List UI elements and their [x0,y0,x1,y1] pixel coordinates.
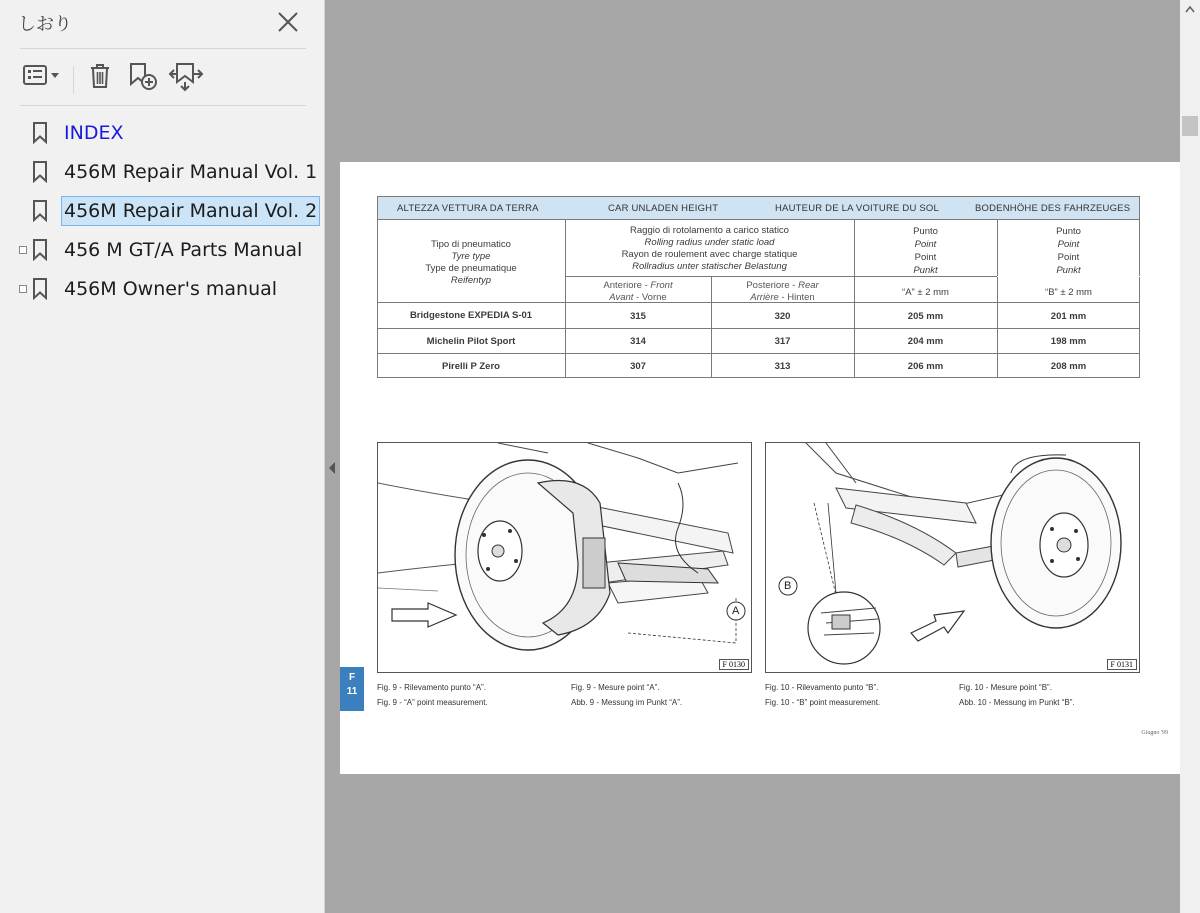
expand-toggle-icon[interactable] [19,246,27,254]
bookmark-owners-manual[interactable] [0,272,320,306]
row2-a: 204 mm [907,336,944,347]
row3-b: 208 mm [1050,361,1087,372]
bookmark-label: 456M Repair Manual Vol. 1 [64,161,318,183]
row1-b: 201 mm [1050,311,1087,322]
section-tab [340,667,364,711]
height-table [377,196,1140,378]
bookmark-label: INDEX [64,122,124,144]
figure-9-illustration [377,442,752,673]
point-label-de-b: Punkt [1056,265,1081,276]
divider [20,48,306,49]
bookmark-label: 456M Repair Manual Vol. 2 [62,197,319,225]
caption-fig10-en: Fig. 10 - “B” point measurement. [765,698,881,707]
bookmark-icon [32,278,48,300]
row3-rear: 313 [774,361,791,372]
expand-bookmarks-icon[interactable] [168,60,204,92]
radius-label-fr: Rayon de roulement avec charge statique [621,249,798,260]
point-label-fr-b: Point [1057,252,1080,263]
point-label-fr: Point [914,252,937,263]
bookmark-repair-vol1[interactable] [0,155,320,189]
rear-label-2: Arrière - Hinten [750,292,815,303]
bookmark-repair-vol2[interactable] [0,194,320,228]
row1-a: 205 mm [907,311,944,322]
bookmark-icon [32,239,48,261]
point-label-en-b: Point [1057,239,1080,250]
radius-label-de: Rollradius unter statischer Belastung [632,261,787,272]
bookmark-parts-manual[interactable] [0,233,320,267]
radius-label-en: Rolling radius under static load [644,237,775,248]
row2-rear: 317 [774,336,791,347]
bookmark-label: 456 M GT/A Parts Manual [64,239,303,261]
caption-fig10-it: Fig. 10 - Rilevamento punto “B”. [765,683,879,692]
page-footer-date: Giugno '99 [1141,730,1168,736]
row3-tyre: Pirelli P Zero [442,361,500,372]
tyre-label-de: Reifentyp [450,275,492,286]
row2-front: 314 [630,336,646,347]
header-fr: HAUTEUR DE LA VOITURE DU SOL [775,203,939,214]
tyre-label-en: Tyre type [451,251,491,262]
header-it: ALTEZZA VETTURA DA TERRA [397,203,539,214]
header-en: CAR UNLADEN HEIGHT [608,203,719,214]
bookmark-label: 456M Owner's manual [64,278,278,300]
row1-rear: 320 [774,311,791,322]
close-icon[interactable] [276,10,300,34]
caption-fig10-de: Abb. 10 - Messung im Punkt “B”. [959,698,1075,707]
collapse-panel-icon[interactable] [327,460,337,476]
header-de: BODENHÖHE DES FAHRZEUGES [975,203,1131,214]
expand-toggle-icon[interactable] [19,285,27,293]
row2-tyre: Michelin Pilot Sport [426,336,516,347]
toolbar-divider [73,66,74,94]
point-b-marker: B [784,580,792,592]
brake-disc-rear-drawing [766,443,1139,672]
rear-label: Posteriore - Rear [746,280,819,291]
bookmark-index[interactable] [0,116,320,150]
trash-icon[interactable] [84,60,116,92]
scroll-up-icon[interactable] [1184,4,1196,14]
brake-disc-front-drawing [378,443,751,672]
figure-code: F 0131 [1107,659,1137,670]
options-menu-icon[interactable] [22,60,62,92]
figure-code: F 0130 [719,659,749,670]
point-a-tolerance: “A” ± 2 mm [902,287,949,298]
document-page [340,162,1180,774]
bookmarks-panel [0,0,325,913]
row1-front: 315 [630,311,646,322]
radius-label-it: Raggio di rotolamento a carico statico [630,225,789,236]
add-bookmark-icon[interactable] [126,60,160,92]
tyre-label-it: Tipo di pneumatico [431,239,511,250]
caption-fig10-fr: Fig. 10 - Mesure point “B”. [959,683,1052,692]
row3-front: 307 [630,361,646,372]
row2-b: 198 mm [1050,336,1087,347]
point-label-de: Punkt [913,265,938,276]
caption-fig9-en: Fig. 9 - “A” point measurement. [377,698,488,707]
point-label-it: Punto [913,226,938,237]
bookmark-icon [32,200,48,222]
panel-title: しおり [18,14,72,35]
point-a-marker: A [732,605,740,617]
vertical-scrollbar[interactable] [1180,0,1200,913]
bookmark-icon [32,161,48,183]
point-label-en: Point [914,239,937,250]
scrollbar-thumb[interactable] [1182,116,1198,136]
section-letter: F [348,672,356,683]
front-label: Anteriore - Front [603,280,673,291]
point-b-tolerance: “B” ± 2 mm [1045,287,1092,298]
row3-a: 206 mm [907,361,944,372]
point-label-it-b: Punto [1056,226,1081,237]
divider [20,105,306,106]
caption-fig9-it: Fig. 9 - Rilevamento punto “A”. [377,683,486,692]
caption-fig9-fr: Fig. 9 - Mesure point “A”. [571,683,660,692]
bookmark-icon [32,122,48,144]
caption-fig9-de: Abb. 9 - Messung im Punkt “A”. [571,698,683,707]
tyre-label-fr: Type de pneumatique [425,263,517,274]
section-number: 11 [346,686,358,697]
row1-tyre: Bridgestone EXPEDIA S-01 [409,310,533,321]
front-label-2: Avant - Vorne [609,292,667,303]
figure-10-illustration [765,442,1140,673]
